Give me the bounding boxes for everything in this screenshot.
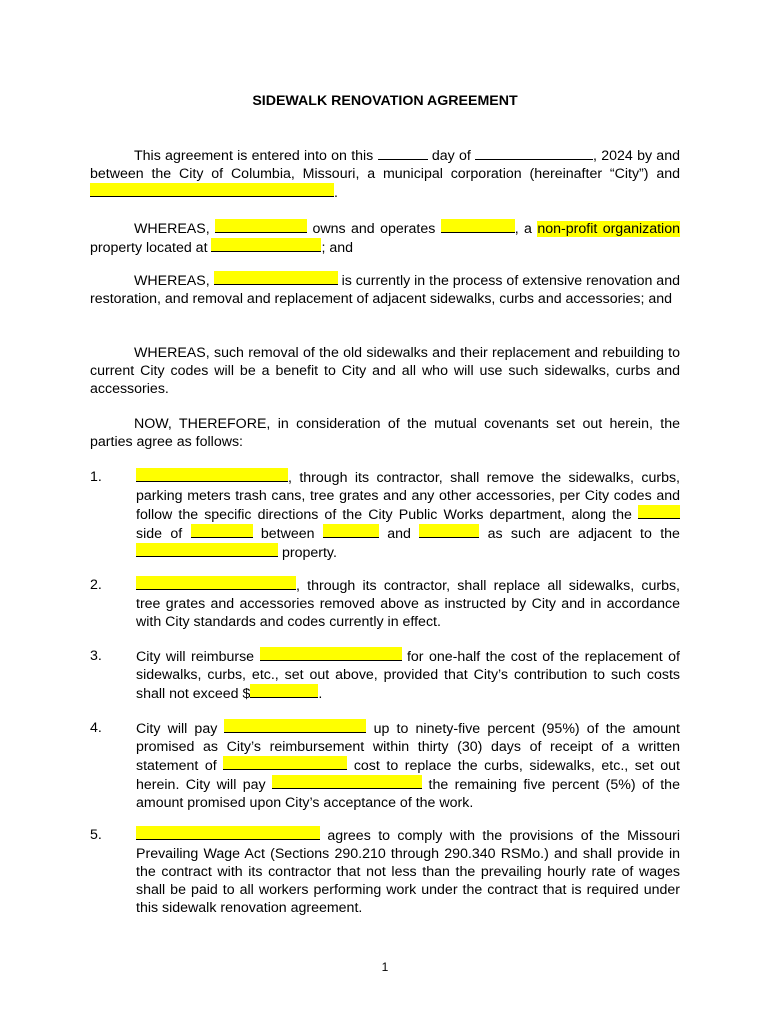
month-blank[interactable] — [475, 146, 593, 160]
whereas-paragraph-3: WHEREAS, such removal of the old sidewalks and their replacement and rebuilding to current City codes will be a benefit to City and all who will use such sidewalks, curbs and accessories. — [90, 345, 680, 397]
property-name-blank[interactable] — [441, 219, 515, 233]
item-body: agrees to comply with the provisions of the Missouri Prevailing Wage Act (Sections 290.210 through 290.340 RSMo.) and shall provide in the contract with its contractor that not less than the prevailing hourly rate of wages shall be paid to all workers performing work under the contract that is required under this sidewalk renovation agreement. — [136, 828, 680, 916]
item-number: 2. — [90, 577, 102, 593]
item-number: 4. — [90, 720, 102, 736]
party-name-blank[interactable] — [90, 183, 334, 197]
side-blank[interactable] — [638, 505, 680, 519]
reimburse-amount-blank[interactable] — [260, 647, 402, 661]
item-body: City will reimburse for one-half the cost of the replacement of sidewalks, curbs, etc., set out above, provided that City’s contribution to such costs shall not exceed $ . — [136, 649, 680, 702]
statement-party-blank[interactable] — [223, 756, 347, 770]
remover-blank[interactable] — [136, 468, 288, 482]
compliance-party-blank[interactable] — [136, 826, 320, 840]
item-number: 3. — [90, 648, 102, 664]
item-body: City will pay up to ninety-five percent (95%) of the amount promised as City’s reimbursement within thirty (30) days of receipt of a written statement of cost to replace the curbs, sidewalks, etc., set out herein. City will pay the remaining five percent (5%) of the amount promised upon City’s acceptance of the work. — [136, 721, 680, 811]
payee-blank-2[interactable] — [272, 775, 422, 789]
owner-blank[interactable] — [215, 219, 307, 233]
intro-paragraph: This agreement is entered into on this day of , 2024 by and between the City of Columbia, Missouri, a municipal corporation (hereinafter “City”) and . — [90, 148, 680, 201]
document-title: SIDEWALK RENOVATION AGREEMENT — [252, 93, 518, 109]
day-blank[interactable] — [378, 146, 428, 160]
max-amount-blank[interactable] — [250, 684, 318, 698]
whereas-paragraph-1: WHEREAS, owns and operates , a non-profit organization property located at ; and — [90, 221, 680, 256]
renovator-blank[interactable] — [214, 271, 338, 285]
nonprofit-text: non-profit organization — [537, 221, 680, 237]
item-number: 1. — [90, 469, 102, 485]
address-blank[interactable] — [211, 238, 321, 252]
item-number: 5. — [90, 827, 102, 843]
payee-blank-1[interactable] — [224, 719, 366, 733]
replacer-blank[interactable] — [136, 576, 296, 590]
item-body: , through its contractor, shall replace all sidewalks, curbs, tree grates and accessories removed above as instructed by City and in accordance with City standards and codes currently in effect. — [136, 578, 680, 630]
page-number: 1 — [381, 960, 389, 974]
now-therefore-paragraph: NOW, THEREFORE, in consideration of the mutual covenants set out herein, the parties agree as follows: — [90, 416, 680, 450]
adjacent-property-blank[interactable] — [136, 543, 278, 557]
cross-street-1-blank[interactable] — [323, 524, 379, 538]
whereas-paragraph-2: WHEREAS, is currently in the process of extensive renovation and restoration, and removal and replacement of adjacent sidewalks, curbs and accessories; and — [90, 273, 680, 307]
street-blank[interactable] — [191, 524, 253, 538]
cross-street-2-blank[interactable] — [419, 524, 479, 538]
item-body: , through its contractor, shall remove the sidewalks, curbs, parking meters trash cans, tree grates and any other accessories, per City codes and follow the specific directions of the City Public Works department, along the side of between and as such are adjacent to the property. — [136, 470, 680, 561]
